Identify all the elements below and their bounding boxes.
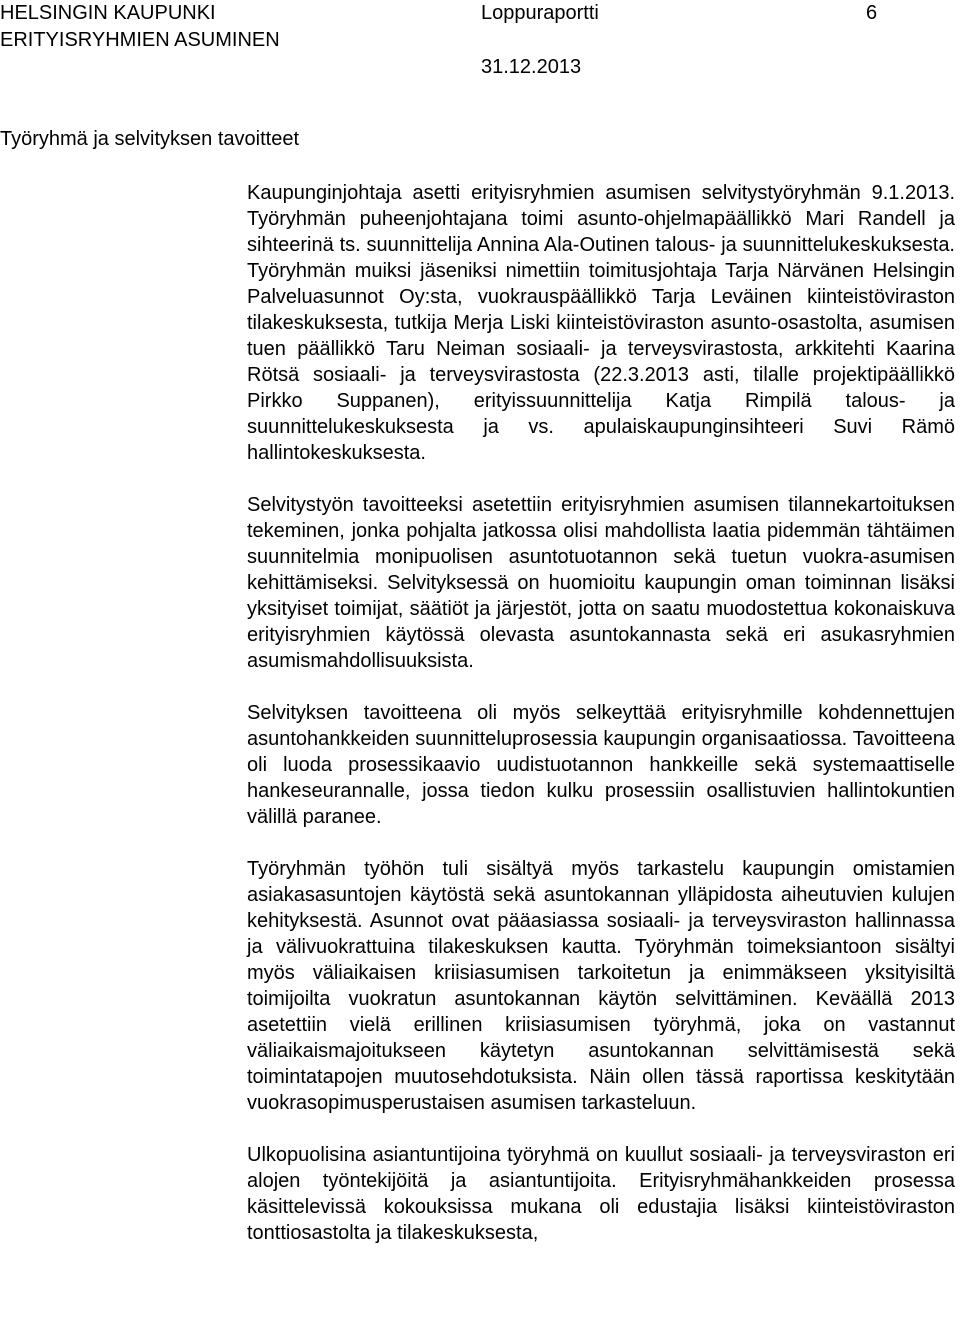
paragraph-external-experts: Ulkopuolisina asiantuntijoina työryhmä on kuullut sosiaali- ja terveysviraston eri alojen työntekijöitä ja asiantuntijoita. Erityisryhmähankkeiden prosessa käsittelevissä kokouksissa mukana oli edustajia lisäksi kiinteistöviraston tonttiosastolta ja tilakeskuksesta,: [247, 1144, 955, 1244]
section-heading: Työryhmä ja selvityksen tavoitteet: [0, 128, 300, 150]
paragraph-process-objective: Selvityksen tavoitteena oli myös selkeyttää erityisryhmille kohdennettujen asuntohankkeiden suunnitteluprosessia kaupungin organisaatiossa. Tavoitteena oli luoda prosessikaavio uudistuotannon hankkeille sekä systemaattiselle hankeseurannalle, jossa tiedon kulku prosessiin osallistuvien hallintokuntien välillä paranee.: [247, 702, 955, 828]
header-page-number: 6: [866, 2, 878, 24]
header-document-title: Loppuraportti: [481, 2, 599, 24]
header-date: 31.12.2013: [481, 56, 582, 78]
section-body: [247, 180, 955, 1272]
header-organization: HELSINGIN KAUPUNKI: [0, 2, 216, 24]
paragraph-working-group: Kaupunginjohtaja asetti erityisryhmien asumisen selvitystyöryhmän 9.1.2013. Työryhmän puheenjohtajana toimi asunto-ohjelmapäällikkö Mari Randell ja sihteerinä ts. suunnittelija Annina Ala-Outinen talous- ja suunnittelukeskuksesta. Työryhmän muiksi jäseniksi nimettiin toimitusjohtaja Tarja Närvänen Helsingin Palveluasunnot Oy:sta, vuokrauspäällikkö Tarja Leväinen kiinteistöviraston tilakeskuksesta, tutkija Merja Liski kiinteistöviraston asunto-osastolta, asumisen tuen päällikkö Taru Neiman sosiaali- ja terveysvirastosta, arkkitehti Kaarina Rötsä sosiaali- ja terveysvirastosta (22.3.2013 asti, tilalle projektipäällikkö Pirkko Suppanen), erityissuunnittelija Katja Rimpilä talous- ja suunnittelukeskuksesta ja vs. apulaiskaupunginsihteeri Suvi Rämö hallintokeskuksesta.: [247, 182, 955, 464]
page-header: [0, 0, 960, 80]
paragraph-study-objective: Selvitystyön tavoitteeksi asetettiin erityisryhmien asumisen tilannekartoituksen tekeminen, jonka pohjalta jatkossa olisi mahdollista laatia pidemmän tähtäimen suunnitelmia monipuolisen asuntotuotannon sekä tuetun vuokra-asumisen kehittämiseksi. Selvityksessä on huomioitu kaupungin oman toiminnan lisäksi yksityiset toimijat, säätiöt ja järjestöt, jotta on saatu muodostettua kokonaiskuva erityisryhmien käytössä olevasta asuntokannasta sekä eri asukasryhmien asumismahdollisuuksista.: [247, 494, 955, 672]
header-department: ERITYISRYHMIEN ASUMINEN: [0, 29, 280, 51]
header-organization-block: [0, 0, 280, 54]
paragraph-client-housing: Työryhmän työhön tuli sisältyä myös tarkastelu kaupungin omistamien asiakasasuntojen käytöstä sekä asuntokannan ylläpidosta aiheutuvien kulujen kehityksestä. Asunnot ovat pääasiassa sosiaali- ja terveysviraston hallinnassa ja välivuokrattuina tilakeskuksen kautta. Työryhmän toimeksiantoon sisältyi myös väliaikaisen kriisiasumisen tarkoitetun ja enimmäkseen yksityisiltä toimijoilta vuokratun asuntokannan käytön selvittäminen. Keväällä 2013 asetettiin vielä erillinen kriisiasumisen työryhmä, joka on vastannut väliaikaismajoitukseen käytetyn asuntokannan selvittämisestä sekä toimintatapojen muutosehdotuksista. Näin ollen tässä raportissa keskitytään vuokrasopimusperustaisen asumisen tarkasteluun.: [247, 858, 955, 1114]
